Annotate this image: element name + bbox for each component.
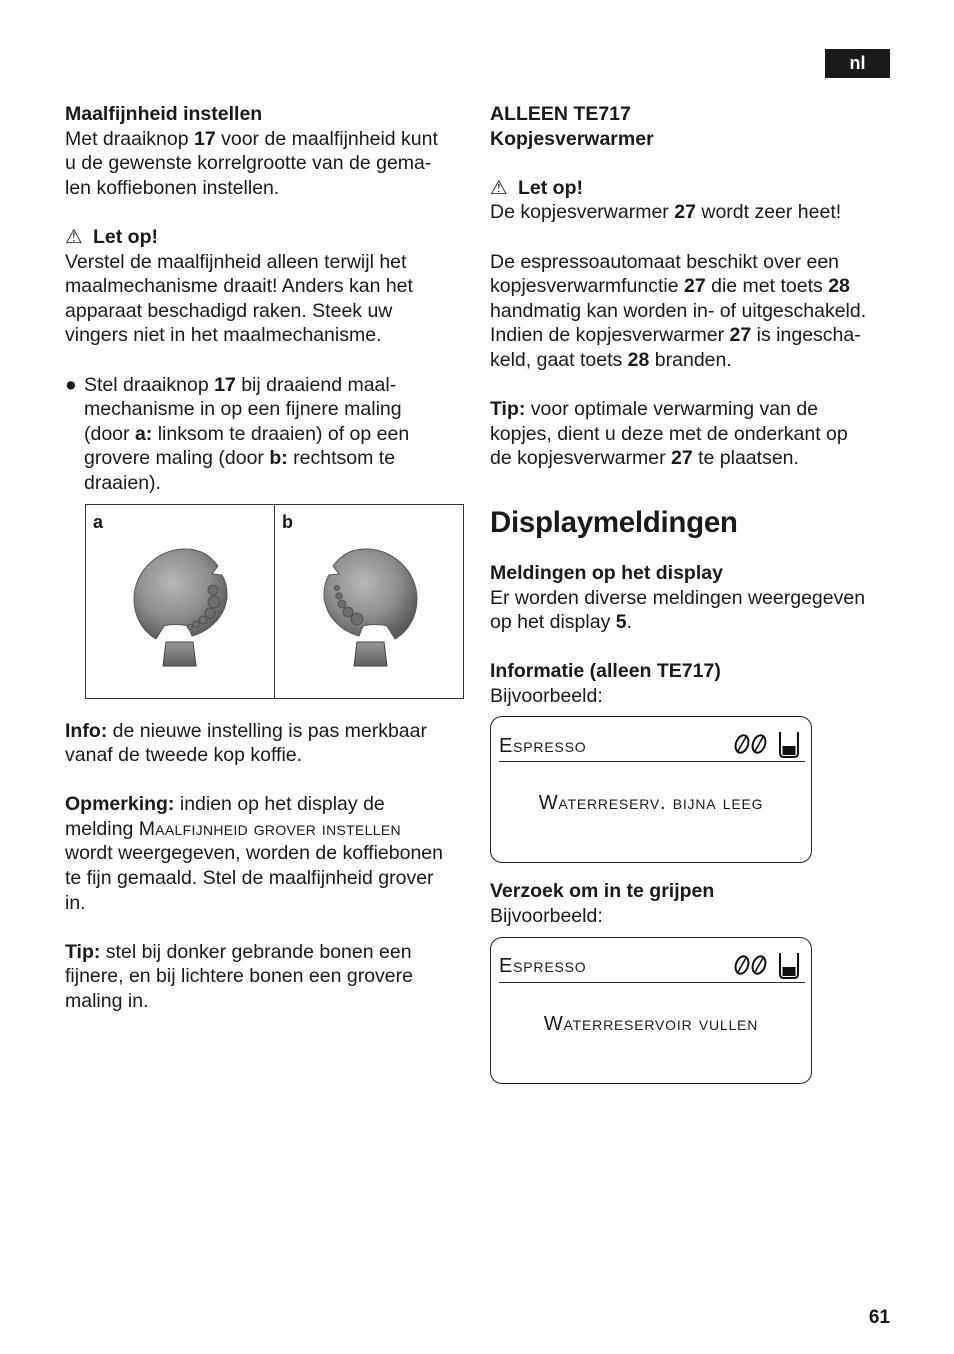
panel-label-a: a bbox=[93, 511, 104, 532]
info-paragraph: Info: de nieuwe instelling is pas merkbaar bbox=[65, 719, 427, 742]
warning-line: apparaat beschadigd raken. Steek uw bbox=[65, 299, 393, 322]
subsection-title-info: Informatie (alleen TE717) bbox=[490, 660, 721, 683]
display-example-request bbox=[490, 937, 812, 1084]
display-header bbox=[499, 727, 805, 762]
left-column: Maalfijnheid instellen Met draaiknop 17 voor de maalfijnheid kunt u de gewenste korrelgrootte van de gema- len koffiebonen instellen. ⚠ Let op! Verstel de maalfijnheid alleen terwijl het maalmechanisme draait! Anders kan het apparaat beschadigd raken. Steek uw vingers niet in het maalmechanisme. ● Stel draaiknop 17 bij draaiend maal- mechanisme in op een fijnere maling (door a: linksom te draaien) of op een grovere maling (door b: rechtsom te draaien). a b Info: de nieuwe instelling is pas merkbaar vanaf de tweede kop koffie. Opmerking: indien op het display de melding Maalfijnheid grover instellen wordt weergegeven, worden de koffiebonen te fijn gemaald. Stel de maalfijnheid grover in. Tip: stel bij donker gebrande bonen een fijnere, en bij lichtere bonen een grovere maling in. bbox=[65, 102, 465, 1014]
display-message-inline: Maalfijnheid grover instellen bbox=[138, 817, 401, 840]
warning-line: maalmechanisme draait! Anders kan het bbox=[65, 275, 413, 298]
warning-line: vingers niet in het maalmechanisme. bbox=[65, 324, 382, 347]
panel-label-b: b bbox=[282, 511, 293, 532]
strength-and-cup-icon bbox=[731, 727, 803, 759]
subsection-title-request: Verzoek om in te grijpen bbox=[490, 880, 715, 903]
display-example-info bbox=[490, 716, 812, 863]
warning-heading: ⚠ Let op! bbox=[490, 176, 583, 199]
section-title-cupwarmer: Kopjesverwarmer bbox=[490, 127, 654, 150]
tip-paragraph: Tip: voor optimale verwarming van de bbox=[490, 398, 819, 421]
warning-line: Verstel de maalfijnheid alleen terwijl het bbox=[65, 250, 407, 273]
instruction-bullet: ● Stel draaiknop 17 bij draaiend maal- mechanisme in op een fijnere maling (door a: linksom te draaien) of op een grovere maling (door b: rechtsom te draaien). bbox=[65, 373, 410, 494]
knob-coarse-icon bbox=[315, 540, 425, 670]
strength-and-cup-icon bbox=[731, 948, 803, 980]
display-title: Espresso bbox=[499, 955, 587, 978]
grind-line: len koffiebonen instellen. bbox=[65, 176, 280, 199]
model-title: ALLEEN TE717 bbox=[490, 103, 631, 125]
subsection-title-messages: Meldingen op het display bbox=[490, 561, 723, 584]
grinder-knob-figure bbox=[85, 504, 464, 699]
figure-panel-b bbox=[274, 505, 463, 698]
display-message: Waterreserv. bijna leeg bbox=[538, 792, 764, 815]
warning-icon: ⚠ bbox=[65, 225, 83, 248]
warning-heading: ⚠ Let op! bbox=[65, 225, 158, 248]
display-message: Waterreservoir vullen bbox=[543, 1012, 759, 1035]
grind-paragraph: Met draaiknop 17 voor de maalfijnheid kunt bbox=[65, 127, 438, 150]
display-title: Espresso bbox=[499, 734, 587, 757]
tip-paragraph: Tip: stel bij donker gebrande bonen een bbox=[65, 940, 412, 963]
knob-fine-icon bbox=[126, 540, 236, 670]
figure-panel-a bbox=[86, 505, 274, 698]
page-number: 61 bbox=[868, 1307, 890, 1328]
section-heading-display: Displaymeldingen bbox=[490, 505, 738, 539]
section-title-grind: Maalfijnheid instellen bbox=[65, 103, 263, 125]
language-badge: nl bbox=[825, 49, 890, 78]
grind-line: u de gewenste korrelgrootte van de gema- bbox=[65, 152, 432, 175]
cupwarmer-paragraph: De espressoautomaat beschikt over een bbox=[490, 250, 840, 273]
bullet-icon: ● bbox=[65, 373, 77, 396]
remark-paragraph: Opmerking: indien op het display de bbox=[65, 793, 385, 816]
display-header bbox=[499, 948, 805, 983]
right-column: ALLEEN TE717 Kopjesverwarmer ⚠ Let op! De kopjesverwarmer 27 wordt zeer heet! De espressoautomaat beschikt over een kopjesverwarmfunctie 27 die met toets 28 handmatig kan worden in- of uitgeschakeld. Indien de kopjesverwarmer 27 is ingescha- keld, gaat toets 28 branden. Tip: voor optimale verwarming van de kopjes, dient u deze met de onderkant op de kopjesverwarmer 27 te plaatsen. Displaymeldingen Meldingen op het display Er worden diverse meldingen weergegeven op het display 5. Informatie (alleen TE717) Bijvoorbeeld: Espresso Waterreserv. bijna leeg Verzoek om in te grijpen Bijvoorbeeld: Espresso Waterreservoir vullen bbox=[490, 102, 890, 1100]
warning-line: De kopjesverwarmer 27 wordt zeer heet! bbox=[490, 201, 842, 224]
warning-icon: ⚠ bbox=[490, 176, 508, 199]
